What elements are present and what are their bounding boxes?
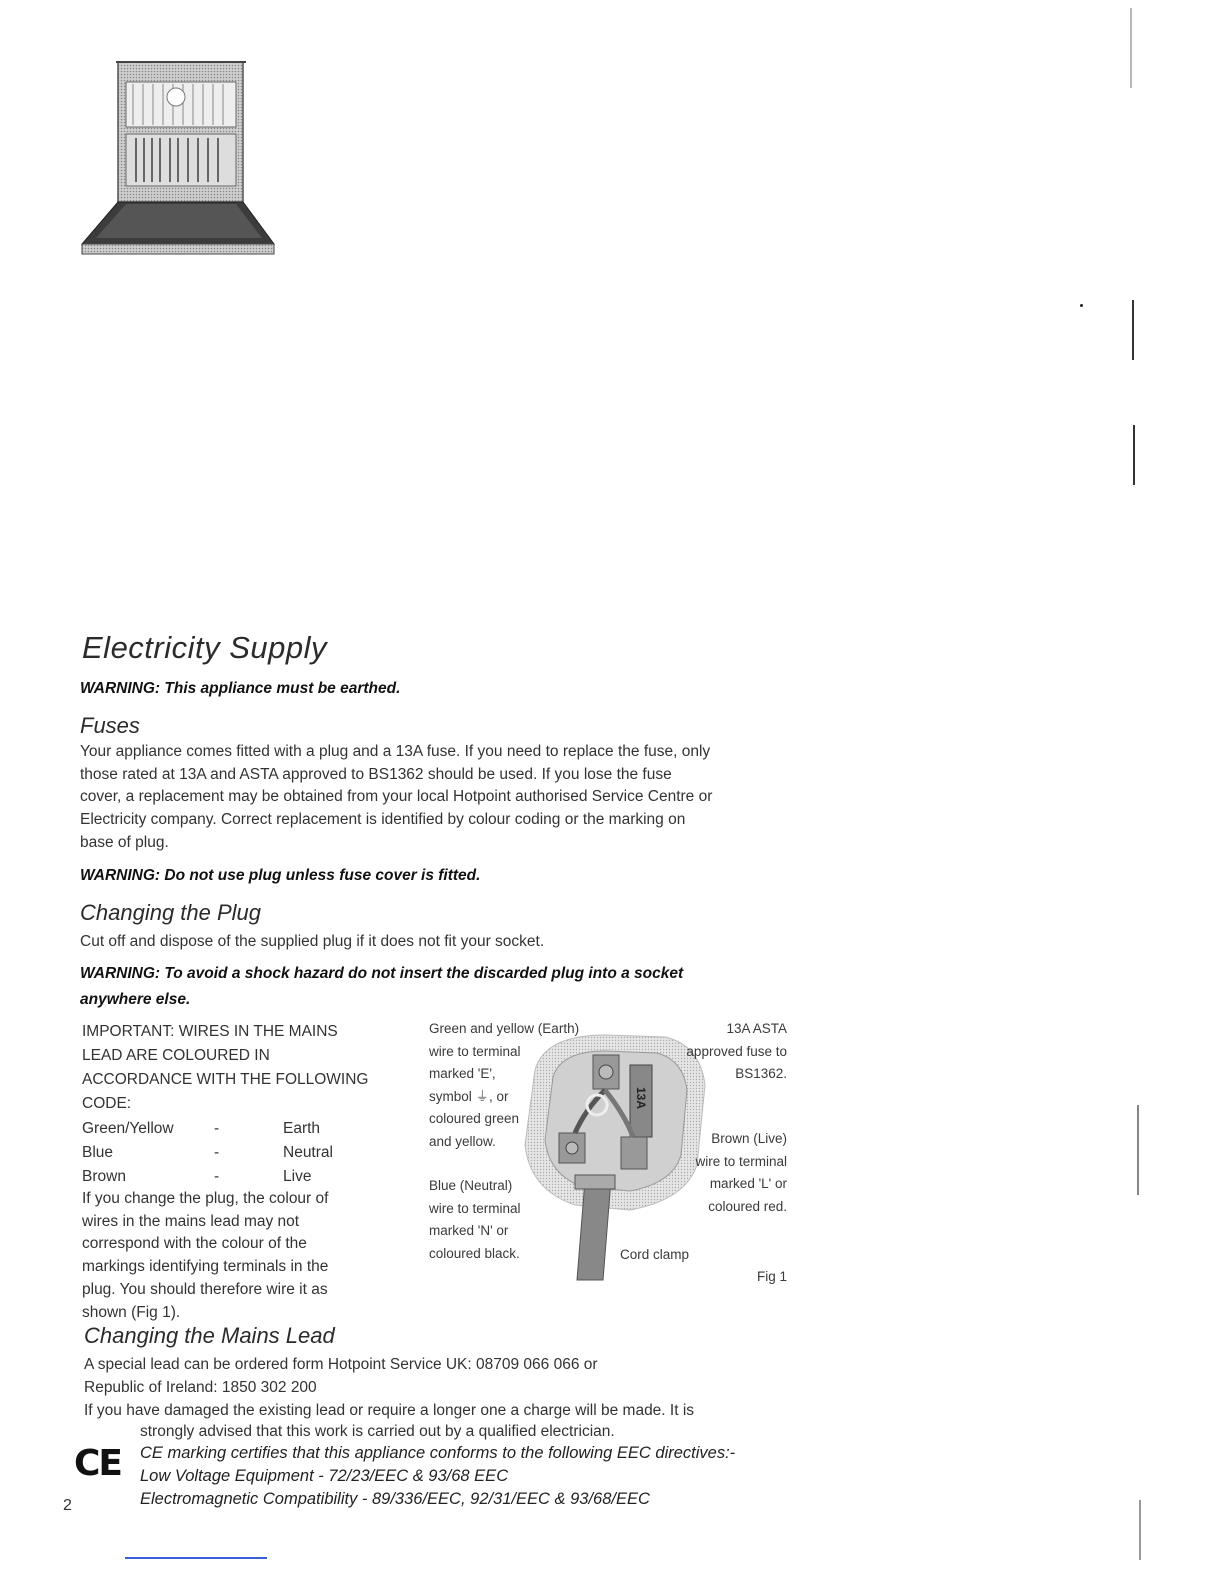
live-wire-label [695,1128,787,1218]
text-line: 13A ASTA [726,1021,787,1036]
meaning-cell: Neutral [283,1144,333,1161]
dash-cell: - [214,1144,220,1161]
text-line: CE marking certifies that this appliance conforms to the following EEC directives:- [140,1444,736,1462]
text-line: symbol ⏚, or [429,1088,509,1104]
text-line: and yellow. [429,1133,496,1149]
scan-dot [1080,304,1083,307]
page-title: Electricity Supply [82,630,328,665]
warning-fuse-cover: WARNING: Do not use plug unless fuse cover is fitted. [80,867,481,884]
text-line: coloured black. [429,1245,520,1261]
text-line: coloured red. [708,1198,787,1214]
warning-shock-hazard [80,961,683,1013]
text-line: wire to terminal [429,1043,521,1059]
table-row [82,1117,333,1141]
text-line: those rated at 13A and ASTA approved to BS1362 should be used. If you lose the fuse [80,765,672,783]
colour-cell: Green/Yellow [82,1120,174,1137]
text-line: base of plug. [80,833,169,851]
meaning-cell: Live [283,1168,312,1185]
text-line: Blue (Neutral) [429,1178,513,1193]
text-line: BS1362. [735,1066,787,1081]
plug-note [82,1188,328,1324]
text-line: Electricity company. Correct replacement is identified by colour coding or the marking on [80,811,686,829]
bottom-rule [125,1557,267,1559]
text-line: wire to terminal [429,1200,521,1216]
changing-plug-heading: Changing the Plug [80,900,262,925]
text-line: CODE: [82,1095,132,1112]
mains-lead-advice: strongly advised that this work is carried out by a qualified electrician. [140,1423,615,1440]
scan-edge-mark [1133,425,1135,485]
text-line: correspond with the colour of the [82,1235,307,1253]
text-line: Brown (Live) [711,1131,787,1146]
scan-edge-mark [1139,1500,1141,1560]
plug-wiring-figure [425,1015,795,1290]
dash-cell: - [214,1120,220,1137]
warning-earthed: WARNING: This appliance must be earthed. [80,680,401,697]
text-line: marked 'E', [429,1066,496,1081]
scan-edge-mark [1130,8,1132,88]
text-line: ACCORDANCE WITH THE FOLLOWING [82,1071,369,1088]
figure-caption: Fig 1 [756,1269,787,1284]
meaning-cell: Earth [283,1120,321,1137]
dishwasher-illustration [78,52,278,262]
fuse-marking: 13A [634,1086,648,1109]
text-line: marked 'L' or [709,1176,787,1191]
table-row [82,1141,333,1165]
fuse-label [686,1018,787,1086]
text-line: Republic of Ireland: 1850 302 200 [84,1379,317,1396]
changing-plug-text: Cut off and dispose of the supplied plug if it does not fit your socket. [80,933,545,950]
fuses-heading: Fuses [80,713,140,738]
text-line: markings identifying terminals in the [82,1258,329,1276]
text-line: IMPORTANT: WIRES IN THE MAINS [82,1023,338,1040]
text-line: LEAD ARE COLOURED IN [82,1047,270,1064]
text-line: Low Voltage Equipment - 72/23/EEC & 93/68 EEC [140,1467,509,1485]
ce-directives [140,1442,735,1511]
text-line: shown (Fig 1). [82,1303,181,1321]
cord-clamp-label: Cord clamp [620,1247,690,1262]
text-line: Green and yellow (Earth) [429,1021,580,1036]
text-line: cover, a replacement may be obtained from your local Hotpoint authorised Service Centre or [80,788,713,806]
page-number: 2 [63,1497,72,1514]
colour-cell: Blue [82,1144,114,1161]
dash-cell: - [214,1168,220,1185]
scan-edge-mark [1132,300,1134,360]
text-line: Your appliance comes fitted with a plug and a 13A fuse. If you need to replace the fuse, only [80,743,711,760]
text-line: Electromagnetic Compatibility - 89/336/EEC, 92/31/EEC & 93/68/EEC [140,1490,650,1508]
text-line: WARNING: To avoid a shock hazard do not insert the discarded plug into a socket [80,965,684,982]
text-line: A special lead can be ordered form Hotpoint Service UK: 08709 066 066 or [84,1356,598,1373]
text-line: approved fuse to [686,1043,787,1059]
scan-edge-mark [1137,1105,1139,1195]
table-row [82,1165,333,1189]
important-notice [82,1020,368,1116]
mains-lead-paragraph [84,1353,694,1422]
text-line: coloured green [429,1111,520,1126]
text-line: plug. You should therefore wire it as [82,1280,328,1298]
earth-wire-label [429,1018,579,1153]
wire-colour-code-table [82,1117,333,1189]
mains-lead-heading: Changing the Mains Lead [84,1323,335,1348]
text-line: If you have damaged the existing lead or require a longer one a charge will be made. It is [84,1402,695,1419]
text-line: marked 'N' or [429,1223,509,1238]
text-line: wires in the mains lead may not [82,1212,300,1230]
neutral-wire-label [429,1175,521,1265]
text-line: wire to terminal [695,1153,787,1169]
fuses-paragraph [80,741,800,855]
text-line: anywhere else. [80,991,191,1008]
text-line: If you change the plug, the colour of [82,1190,329,1207]
colour-cell: Brown [82,1168,126,1185]
ce-mark-logo: CE [74,1443,122,1484]
